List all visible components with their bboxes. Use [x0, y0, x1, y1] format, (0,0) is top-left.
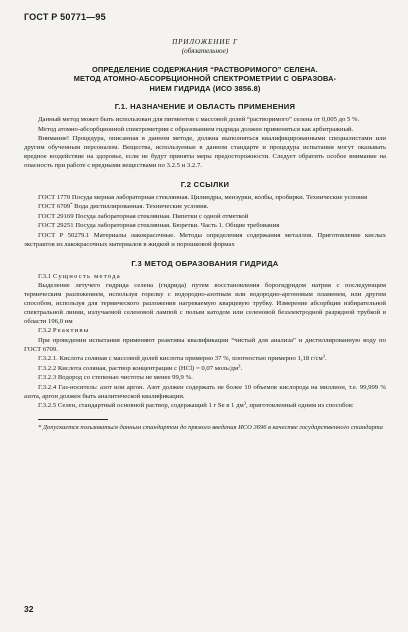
appendix-status: (обязательное): [181, 47, 229, 55]
warning-paragraph: Внимание! Процедура, описанная в данном методе, должна выполняться квалифицированными специалистами или другим обученным персоналом. Вещества, используемые в данном стандарте и процедура испытания могут оказывать вредное воздействие на здоровье, если не будут приняты меры предосторожности. Следует обратить особое внимание на опасность при работе с вредными веществами по 3.2.5 и 3.2.7.: [24, 135, 386, 169]
reference-item: ГОСТ 29169 Посуда лабораторная стеклянная. Пипетки с одной отметкой: [38, 212, 249, 220]
appendix-title: [24, 65, 386, 93]
document-body: [24, 38, 386, 433]
footnote-marker: *: [38, 424, 42, 431]
subsection-title: Реактивы: [52, 327, 90, 335]
reference-item: ГОСТ 29251 Посуда лабораторная стеклянная. Бюретки. Часть 1. Общие требования: [38, 222, 280, 230]
paragraph: Данный метод может быть использован для пигментов с массовой долей “растворимого” селена от 0,005 до 5 %.: [38, 116, 360, 124]
reference-item: ГОСТ 1770 Посуда мерная лабораторная стеклянная. Цилиндры, мензурки, колбы, пробирки. Технические условия: [38, 193, 368, 201]
paragraph: Метод атомно-абсорбционной спектрометрии с образованием гидрида должен применяться как арбитражный.: [38, 125, 354, 133]
paragraph: Выделение летучего гидрида селена (гидрида) путем восстановления борогидридом натрия с последующим термическим разложением, используя горелку с водородно-азотным или водородно-аргоновым пламенем, или другим способом, используя для термического разложения нагреваемую кварцевую трубку. Измерение абсорбции избирательной спектральной линии, излучаемой селеновой лампой с полым катодом или селеновой безэлектродной разрядной трубкой в области 196,0 нм: [24, 282, 386, 325]
section-heading-g2: Г.2 ССЫЛКИ: [180, 179, 230, 189]
reagent-item: Г.3.2.3 Водород со степенью чистоты не менее 99,9 %.: [38, 374, 193, 382]
section-heading-g3: Г.3 МЕТОД ОБРАЗОВАНИЯ ГИДРИДА: [131, 258, 279, 268]
subsection-number: Г.3.1: [38, 272, 52, 280]
page-number: 32: [24, 604, 34, 614]
subsection-number: Г.3.2: [38, 327, 52, 335]
reference-code: ГОСТ 6709: [38, 203, 71, 211]
paragraph: При проведении испытания применяют реактивы квалификации “чистый для анализа” и дистиллированную воду по ГОСТ 6709.: [24, 336, 386, 353]
footnote-divider: [38, 419, 108, 420]
section-heading-g1: Г.1. НАЗНАЧЕНИЕ И ОБЛАСТЬ ПРИМЕНЕНИЯ: [114, 102, 296, 112]
title-line: НИЕМ ГИДРИДА (ИСО 3856.8): [149, 83, 261, 93]
title-line: МЕТОД АТОМНО-АБСОРБЦИОННОЙ СПЕКТРОМЕТРИИ С ОБРАЗОВА-: [73, 74, 337, 84]
appendix-label: ПРИЛОЖЕНИЕ Г: [172, 38, 238, 46]
reagent-item: Г.3.2.1. Кислота соляная с массовой долей кислоты примерно 37 %, плотностью примерно 1,18 $г/см^3$.: [38, 353, 327, 363]
footnote-text: Допускается пользоваться данным стандартом до прямого введения ИСО 3696 в качестве государственного стандарта: [41, 424, 383, 431]
reference-item: [24, 203, 386, 212]
subsection-heading: [24, 273, 386, 282]
title-line: ОПРЕДЕЛЕНИЕ СОДЕРЖАНИЯ “РАСТВОРИМОГО” СЕЛЕНА.: [91, 65, 319, 74]
reagent-item: Г.3.2.4 Газ-носитель: азот или аргон. Азот должен содержать не более 10 объемов кислорода на миллион, т.е. 99,999 % азота, аргон должен быть аналитической квалификации.: [24, 383, 386, 400]
reference-item: ГОСТ Р 50279.1 Материалы лакокрасочные. Методы определения содержания металлов. Приготовление кислых экстрактов из лакокрасочных материалов в жидкой и порошковой формах: [24, 231, 386, 248]
subsection-title: Сущность метода: [52, 272, 121, 280]
reagent-item: Г.3.2.2 Кислота соляная, раствор концентрации с (HCl) = 0,07 моль/$дм^3$.: [38, 363, 243, 372]
reagent-item: Г.3.2.5 Селен, стандартный основной раствор, содержащий 1 г Se в 1 $дм^3$, приготовленный одним из способов:: [38, 400, 354, 410]
reference-title: Вода дистиллированная. Технические условия.: [72, 203, 209, 211]
document-header: ГОСТ Р 50771—95: [24, 12, 106, 22]
footnote: [24, 424, 386, 432]
subsection-heading: [24, 327, 386, 336]
footnote-marker: *: [70, 201, 73, 207]
